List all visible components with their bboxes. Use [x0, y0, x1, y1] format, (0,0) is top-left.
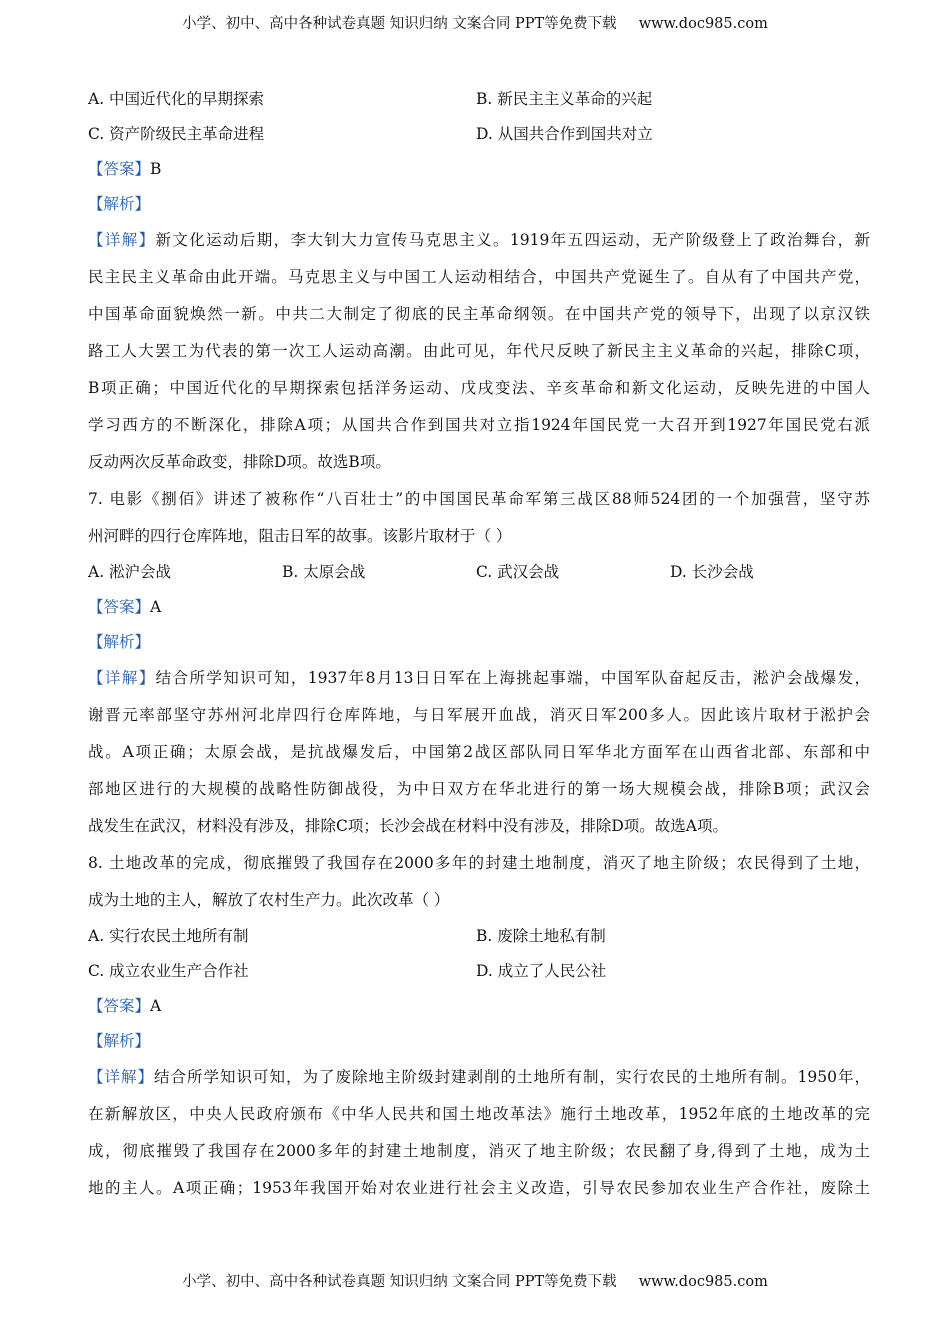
- q8-option-d: D. 成立了人民公社: [476, 962, 607, 980]
- answer-label: 【答案】: [88, 997, 151, 1015]
- q8-option-a: A. 实行农民土地所有制: [88, 927, 249, 945]
- q7-detail-line: 谢晋元率部坚守苏州河北岸四行仓库阵地，与日军展开血战，消灭日军200多人。因此该片取材于淞护会: [88, 706, 870, 724]
- answer-label: 【答案】: [88, 160, 151, 178]
- q7-stem: [88, 481, 870, 555]
- q6-detail: [88, 222, 870, 481]
- q8-answer-value: A: [150, 997, 162, 1015]
- detail-label: 【详解】: [88, 231, 156, 249]
- q7-stem-line: 州河畔的四行仓库阵地，阻击日军的故事。该影片取材于（ ）: [88, 527, 512, 545]
- footer-url[interactable]: www.doc985.com: [638, 1274, 768, 1290]
- q6-answer: [88, 152, 870, 187]
- q7-answer-value: A: [150, 598, 162, 616]
- q6-detail-line: B项正确；中国近代化的早期探索包括洋务运动、戊戌变法、辛亥革命和新文化运动，反映先进的中国人: [88, 379, 870, 397]
- q7-option-b: B. 太原会战: [282, 563, 366, 581]
- q7-detail-line: 结合所学知识可知，1937年8月13日日军在上海挑起事端，中国军队奋起反击，淞沪会战爆发，: [155, 669, 870, 687]
- document-body: [88, 82, 870, 1207]
- q6-detail-line: 民主民主义革命由此开端。马克思主义与中国工人运动相结合，中国共产党诞生了。自从有了中国共产党，: [88, 268, 870, 286]
- q6-detail-line: 新文化运动后期，李大钊大力宣传马克思主义。1919年五四运动，无产阶级登上了政治舞台，新: [155, 231, 870, 249]
- q8-detail-line: 在新解放区，中央人民政府颁布《中华人民共和国土地改革法》施行土地改革，1952年底的土地改革的完: [88, 1105, 870, 1123]
- q8-detail-line: 地的主人。A项正确；1953年我国开始对农业进行社会主义改造，引导农民参加农业生产合作社，废除土: [88, 1179, 870, 1197]
- q8-detail-line: 成，彻底摧毁了我国存在2000多年的封建土地制度，消灭了地主阶级；农民翻了身,得到了土地，成为土: [88, 1142, 870, 1160]
- q6-option-a: A. 中国近代化的早期探索: [88, 90, 265, 108]
- q7-option-d: D. 长沙会战: [670, 563, 754, 581]
- q8-detail-line: 结合所学知识可知，为了废除地主阶级封建剥削的土地所有制，实行农民的土地所有制。1950年，: [154, 1068, 870, 1086]
- page-header: [0, 12, 950, 33]
- q7-detail-line: 战发生在武汉，材料没有涉及，排除C项；长沙会战在材料中没有涉及，排除D项。故选A项。: [88, 817, 728, 835]
- answer-label: 【答案】: [88, 598, 151, 616]
- q8-answer: [88, 989, 870, 1024]
- footer-title: 小学、初中、高中各种试卷真题 知识归纳 文案合同 PPT等免费下载: [182, 1274, 617, 1290]
- q6-option-b: B. 新民主主义革命的兴起: [476, 90, 653, 108]
- q8-stem-line: 成为土地的主人，解放了农村生产力。此次改革（ ）: [88, 891, 450, 909]
- q7-option-c: C. 武汉会战: [476, 563, 560, 581]
- q7-options-row: [88, 555, 870, 590]
- q6-options-row-2: [88, 117, 870, 152]
- q6-option-d: D. 从国共合作到国共对立: [476, 125, 653, 143]
- q7-detail-line: 战。A项正确；太原会战，是抗战爆发后，中国第2战区部队同日军华北方面军在山西省北部、东部和中: [88, 743, 870, 761]
- q8-analysis: [88, 1024, 870, 1059]
- q7-detail-line: 部地区进行的大规模的战略性防御战役，为中日双方在华北进行的第一场大规模会战，排除B项；武汉会: [88, 780, 870, 798]
- q6-detail-line: 反动两次反革命政变，排除D项。故选B项。: [88, 453, 391, 471]
- q8-stem-line: 8. 土地改革的完成，彻底摧毁了我国存在2000多年的封建土地制度，消灭了地主阶级；农民得到了土地，: [88, 854, 870, 872]
- q6-detail-line: 路工人大罢工为代表的第一次工人运动高潮。由此可见，年代尺反映了新民主主义革命的兴起，排除C项，: [88, 342, 870, 360]
- q6-detail-line: 中国革命面貌焕然一新。中共二大制定了彻底的民主革命纲领。在中国共产党的领导下，出现了以京汉铁: [88, 305, 870, 323]
- q8-stem: [88, 845, 870, 919]
- q6-answer-value: B: [150, 160, 162, 178]
- q7-analysis: [88, 625, 870, 660]
- q6-detail-line: 学习西方的不断深化，排除A项；从国共合作到国共对立指1924年国民党一大召开到1927年国民党右派: [88, 416, 870, 434]
- q7-stem-line: 7. 电影《捌佰》讲述了被称作“八百壮士”的中国国民革命军第三战区88师524团的一个加强营，坚守苏: [88, 490, 870, 508]
- q7-detail: [88, 660, 870, 845]
- q8-option-b: B. 废除土地私有制: [476, 927, 606, 945]
- q8-options-row-2: [88, 954, 870, 989]
- q6-options-row-1: [88, 82, 870, 117]
- q6-option-c: C. 资产阶级民主革命进程: [88, 125, 265, 143]
- q6-analysis: [88, 187, 870, 222]
- q8-option-c: C. 成立农业生产合作社: [88, 962, 249, 980]
- q8-detail: [88, 1059, 870, 1207]
- analysis-label: 【解析】: [88, 1032, 151, 1050]
- analysis-label: 【解析】: [88, 633, 151, 651]
- analysis-label: 【解析】: [88, 195, 151, 213]
- q7-option-a: A. 淞沪会战: [88, 563, 172, 581]
- q7-answer: [88, 590, 870, 625]
- header-title: 小学、初中、高中各种试卷真题 知识归纳 文案合同 PPT等免费下载: [182, 16, 617, 32]
- detail-label: 【详解】: [88, 1068, 155, 1086]
- q8-options-row-1: [88, 919, 870, 954]
- detail-label: 【详解】: [88, 669, 156, 687]
- header-url[interactable]: www.doc985.com: [638, 16, 768, 32]
- page-footer: [0, 1270, 950, 1291]
